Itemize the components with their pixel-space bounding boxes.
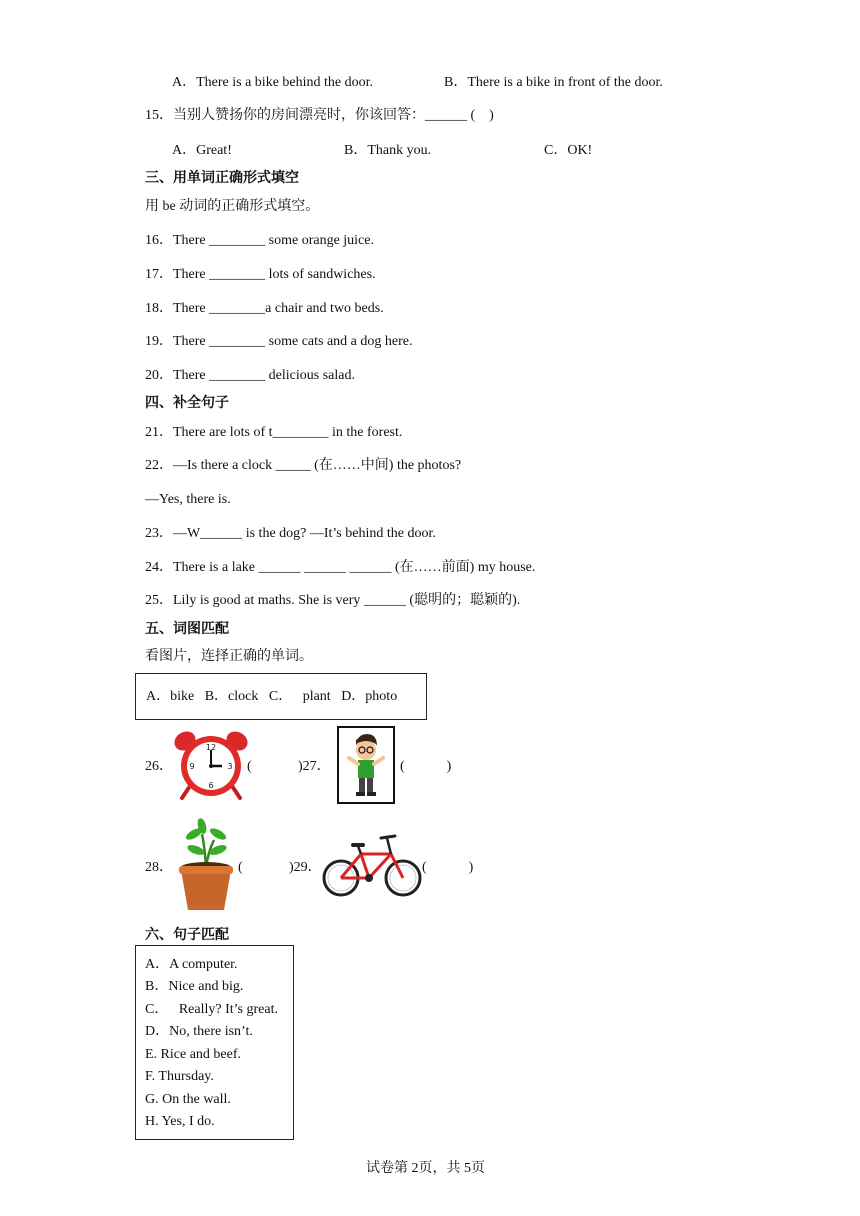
section3-instruction: 用 be 动词的正确形式填空。: [145, 199, 320, 214]
q26-number: 26．: [145, 759, 173, 774]
svg-text:6: 6: [208, 781, 214, 790]
q20: 20．There ________ delicious salad.: [145, 368, 355, 383]
q24: 24．There is a lake ______ ______ ______ (在……前面) my house.: [145, 560, 536, 575]
q19: 19．There ________ some cats and a dog here.: [145, 334, 413, 349]
q23: 23．—W______ is the dog? —It’s behind the door.: [145, 526, 436, 541]
boy-photo-picture: [337, 726, 395, 804]
q26-paren: (: [247, 759, 252, 774]
svg-text:9: 9: [189, 762, 195, 771]
q22-answer: —Yes, there is.: [145, 492, 231, 507]
section3-title: 三、用单词正确形式填空: [145, 170, 299, 186]
q14-option-b: B．There is a bike in front of the door.: [444, 75, 663, 90]
q27-paren: ( ): [400, 759, 452, 774]
option-b: B．Nice and big.: [145, 979, 244, 994]
q15-option-c: C．OK!: [544, 143, 593, 158]
q15-stem: 15．当别人赞扬你的房间漂亮时，你该回答：______ ( ): [145, 108, 494, 123]
sentence-options-box: [135, 945, 294, 1140]
q29-number: )29．: [289, 860, 322, 875]
section5-instruction: 看图片，连择正确的单词。: [145, 649, 313, 664]
section4-title: 四、补全句子: [145, 395, 229, 411]
svg-text:12: 12: [205, 743, 217, 752]
potted-plant-picture: [178, 818, 234, 914]
q14-option-a: A．There is a bike behind the door.: [172, 75, 374, 90]
section5-title: 五、词图匹配: [145, 621, 229, 637]
q15-option-a: A．Great!: [172, 143, 232, 158]
q25: 25．Lily is good at maths. She is very ______ (聪明的；聪颖的).: [145, 593, 521, 608]
word-box: [135, 673, 427, 720]
section6-title: 六、句子匹配: [145, 927, 229, 943]
q21: 21．There are lots of t________ in the forest.: [145, 425, 403, 440]
option-g: G. On the wall.: [145, 1092, 231, 1107]
option-e: E. Rice and beef.: [145, 1047, 242, 1062]
red-bicycle-picture: [321, 832, 423, 898]
q17: 17．There ________ lots of sandwiches.: [145, 267, 376, 282]
option-f: F. Thursday.: [145, 1069, 214, 1084]
option-a: A．A computer.: [145, 957, 238, 972]
q27-number: )27．: [298, 759, 331, 774]
q15-option-b: B．Thank you.: [344, 143, 432, 158]
q16: 16．There ________ some orange juice.: [145, 233, 374, 248]
q28-number: 28．: [145, 860, 173, 875]
page-footer: 试卷第 2页，共 5页: [366, 1161, 485, 1176]
q29-paren: ( ): [422, 860, 474, 875]
alarm-clock-picture: [172, 728, 250, 800]
option-d: D．No, there isn’t.: [145, 1024, 253, 1039]
option-c: C． Really? It’s great.: [145, 1002, 278, 1017]
word-box-text: A．bike B．clock C． plant D．photo: [146, 689, 398, 704]
q28-paren: (: [238, 860, 243, 875]
svg-text:3: 3: [227, 762, 233, 771]
q22: 22．—Is there a clock _____ (在……中间) the photos?: [145, 458, 462, 473]
q18: 18．There ________a chair and two beds.: [145, 301, 384, 316]
option-h: H. Yes, I do.: [145, 1114, 215, 1129]
